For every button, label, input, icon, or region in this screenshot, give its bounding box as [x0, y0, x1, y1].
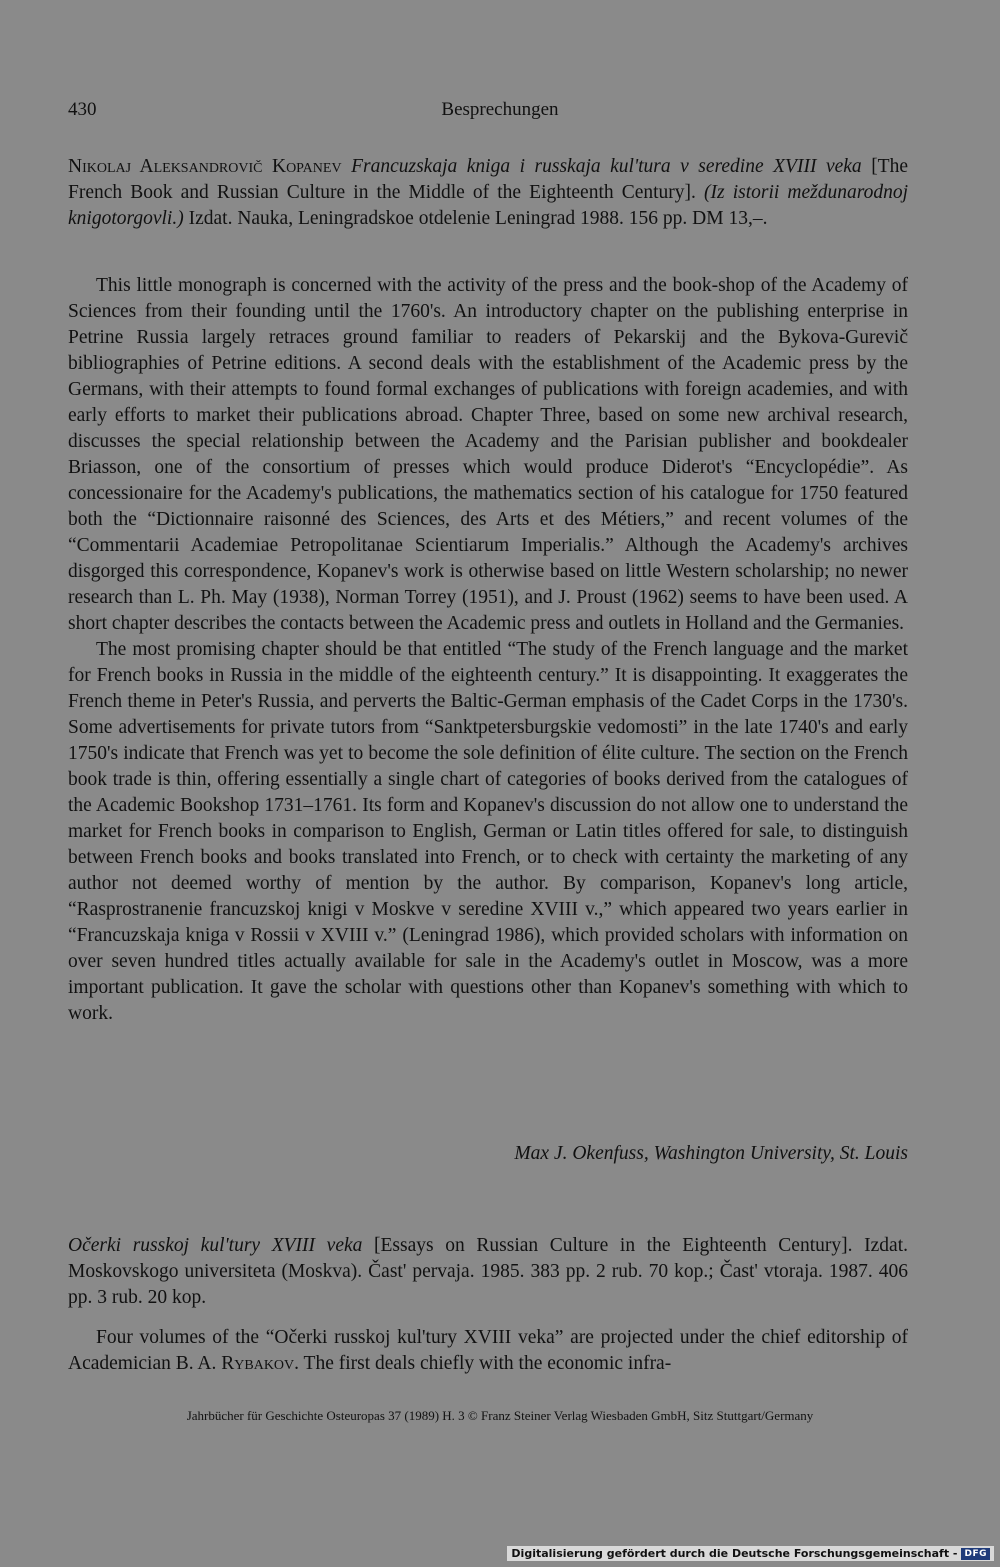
review1-publication: Izdat. Nauka, Leningradskoe otdelenie Leningrad 1988. 156 pp. DM 13,–. [188, 208, 768, 229]
review1-author: Nikolaj Aleksandrovič Kopanev [68, 156, 342, 177]
review2-para-end: . The first deals chiefly with the economic infra- [294, 1353, 672, 1374]
dfg-logo-icon: DFG [961, 1548, 990, 1560]
journal-footer: Jahrbücher für Geschichte Osteuropas 37 (1989) H. 3 © Franz Steiner Verlag Wiesbaden GmbH, Sitz Stuttgart/Germany [186, 1408, 814, 1423]
review1-title: Francuzskaja kniga i russkaja kul'tura v seredine XVIII veka [351, 156, 862, 177]
review2-bibliographic-entry [68, 1233, 908, 1311]
review2-paragraph-1 [68, 1325, 908, 1377]
review2-para-start: Four volumes of the “Očerki russkoj kul'tury XVIII veka” are projected under the chief editorship of Academician B. A. [68, 1327, 908, 1374]
review2-publication: Izdat. Moskovskogo universiteta (Moskva). Čast' pervaja. 1985. 383 pp. 2 rub. 70 kop.; Čast' vtoraja. 1987. 406 pp. 3 rub. 20 kop. [68, 1235, 908, 1308]
digitization-credit-text: Digitalisierung gefördert durch die Deutsche Forschungsgemeinschaft - [511, 1547, 958, 1560]
review1-paragraph-1: This little monograph is concerned with the activity of the press and the book-shop of the Academy of Sciences from their founding until the 1760's. An introductory chapter on the publishing enterprise in Petrine Russia largely retraces ground familiar to readers of Pekarskij and the Bykova-Gurevič bibliographies of Petrine editions. A second deals with the establishment of the Academic press by the Germans, with their attempts to found formal exchanges of publications with foreign academies, and with early efforts to market their publications abroad. Chapter Three, based on some new archival research, discusses the special relationship between the Academy and the Parisian publisher and bookdealer Briasson, one of the consortium of presses which would produce Diderot's “Encyclopédie”. As concessionaire for the Academy's publications, the mathematics section of his catalogue for 1750 featured both the “Dictionnaire raisonné des Sciences, des Arts et des Métiers,” and recent volumes of the “Commentarii Academiae Petropolitanae Scientiarum Imperialis.” Although the Academy's archives disgorged this correspondence, Kopanev's work is otherwise based on little Western scholarship; no newer research than L. Ph. May (1938), Norman Torrey (1951), and J. Proust (1962) seems to have been used. A short chapter describes the contacts between the Academic press and outlets in Holland and the Germanies. [68, 275, 908, 634]
review2-body [68, 1325, 908, 1377]
review1-signature: Max J. Okenfuss, Washington University, St. Louis [514, 1143, 908, 1164]
page-number: 430 [68, 99, 97, 120]
digitization-credit [507, 1546, 994, 1561]
review2-editor-name: Rybakov [221, 1353, 295, 1374]
review1-title-translation: [The French Book and Russian Culture in the Middle of the Eighteenth Century]. [68, 156, 908, 203]
review2-title-translation: [Essays on Russian Culture in the Eighteenth Century]. [374, 1235, 853, 1256]
review2-title: Očerki russkoj kul'tury XVIII veka [68, 1235, 363, 1256]
running-head: Besprechungen [441, 99, 559, 120]
review1-bibliographic-entry [68, 154, 908, 232]
review1-paragraph-2: The most promising chapter should be that entitled “The study of the French language and the market for French books in Russia in the middle of the eighteenth century.” It is disappointing. It exaggerates the French theme in Peter's Russia, and perverts the Baltic-German emphasis of the Cadet Corps in the 1730's. Some advertisements for private tutors from “Sanktpetersburgskie vedomosti” in the late 1740's and early 1750's indicate that French was yet to become the sole definition of élite culture. The section on the French book trade is thin, offering essentially a single chart of categories of books derived from the catalogues of the Academic Bookshop 1731–1761. Its form and Kopanev's discussion do not allow one to understand the market for French books in comparison to English, German or Latin titles offered for sale, to distinguish between French books and books translated into French, or to check with certainty the marketing of any author not deemed worthy of mention by the author. By comparison, Kopanev's long article, “Rasprostranenie francuzskoj knigi v Moskve v seredine XVIII v.,” which appeared two years earlier in “Francuzskaja kniga v Rossii v XVIII v.” (Leningrad 1986), which provided scholars with information on over seven hundred titles actually available for sale in the Academy's outlet in Moscow, was a more important publication. It gave the scholar with questions other than Kopanev's something with which to work. [68, 639, 908, 1024]
review1-series: (Iz istorii meždunarodnoj knigotorgovli.) [68, 182, 909, 229]
review1-body [68, 273, 908, 1027]
